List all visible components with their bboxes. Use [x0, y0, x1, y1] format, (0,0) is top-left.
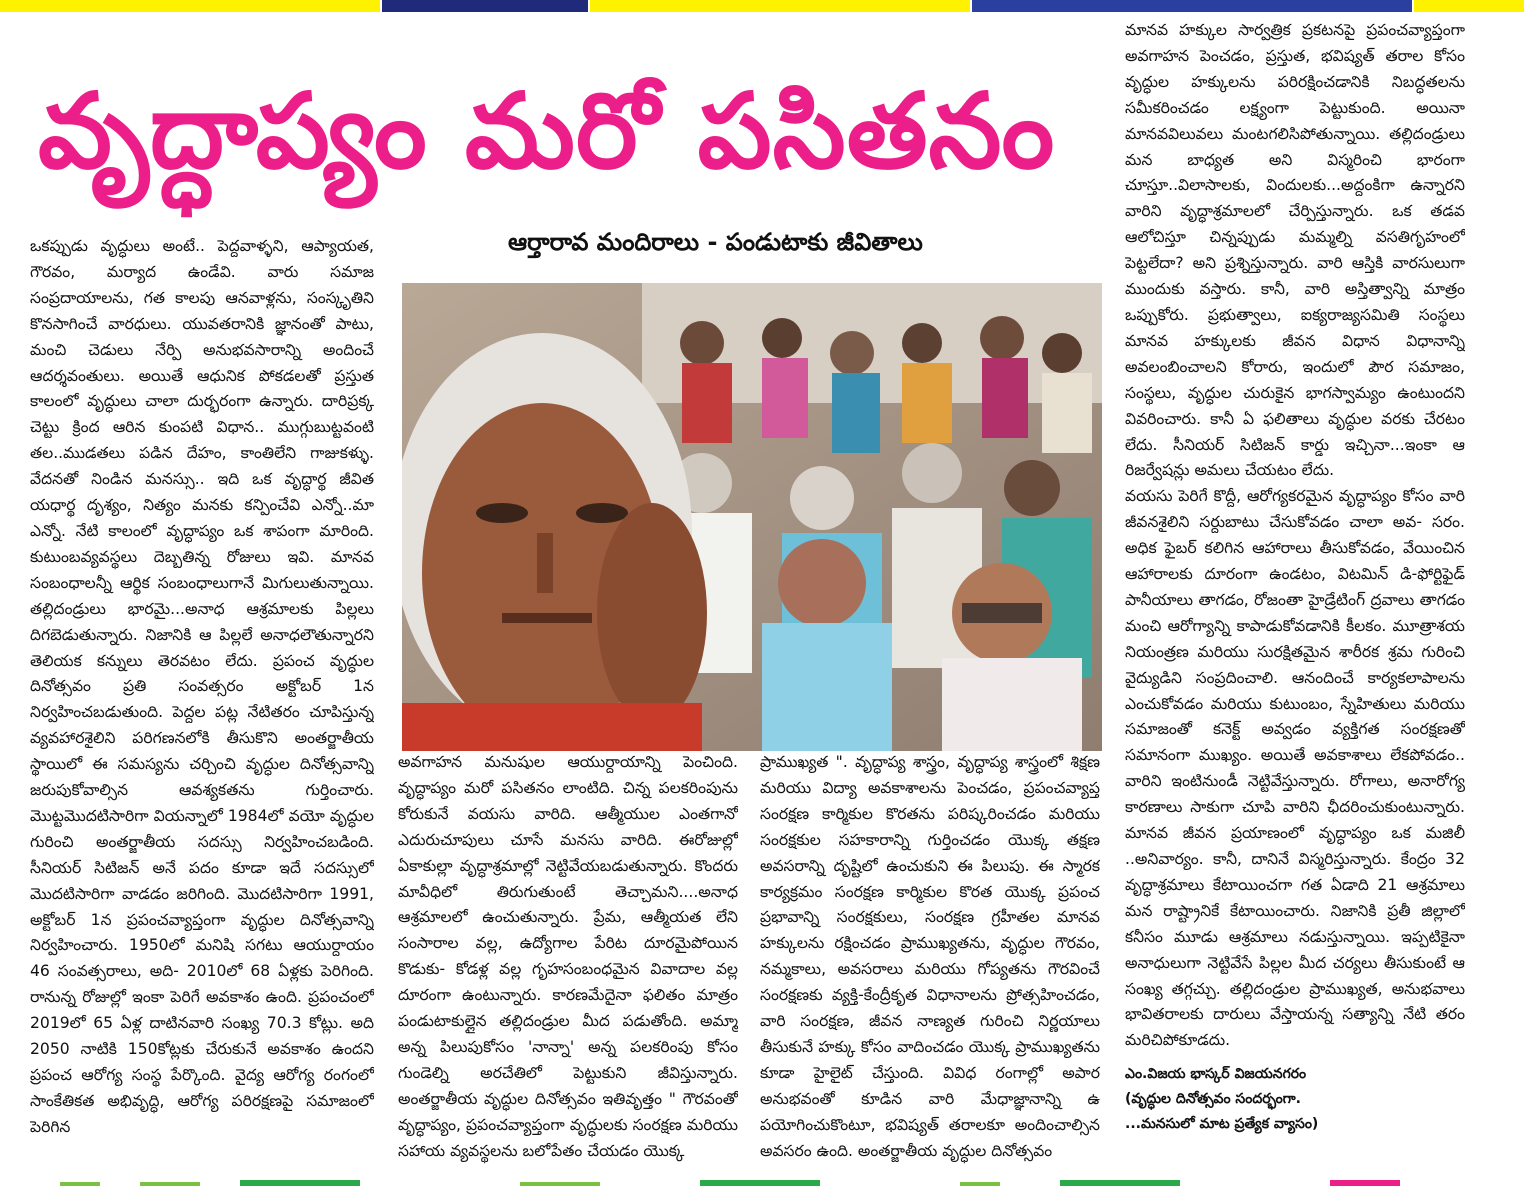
occasion-note: (వృద్ధుల దినోత్సవం సందర్భంగా. [1125, 1091, 1301, 1108]
article-column-1 [30, 234, 374, 1152]
top-bar-navy [382, 0, 588, 12]
article-byline [1125, 1062, 1465, 1137]
bottom-strip-marks [0, 1168, 1524, 1188]
author-name: ఎం.విజయ భాస్కర్ విజయనగరం [1125, 1066, 1307, 1083]
article-column-4 [1125, 18, 1465, 1168]
article-column-3 [760, 750, 1100, 1164]
article-column-2 [398, 750, 738, 1164]
top-bar-yellow-mid [590, 0, 970, 12]
elderly-people-photo [402, 283, 1102, 751]
column-1-text: ఒకప్పుడు వృద్ధులు అంటే.. పెద్దవాళ్ళని, ఆప్యాయత, గౌరవం, మర్యాద ఉండేవి. వారు సమాజ సంప్రదాయాలను, గత కాలపు ఆనవాళ్లను, సంస్కృతిని కొనసాగించే వారధులు. యువతరానికి జ్ఞానంతో పాటు, మంచి చెడులు నేర్పి అనుభవసారాన్ని అందించే ఆదర్శవంతులు. అయితే ఆధునిక పోకడలతో ప్రస్తుత కాలంలో వృద్ధులు చాలా దుర్భరంగా ఉన్నారు. దారిప్రక్క చెట్టు క్రింద ఆరిన కుంపటి విధాన.. ముగ్గుబుట్టవంటి తల..ముడతలు పడిన దేహం, కాంతిలేని గాజుకళ్ళు. వేదనతో నిండిన మనస్సు.. ఇది ఒక వృద్ధార్థ జీవిత యధార్థ దృశ్యం, నిత్యం మనకు కన్పించేవి ఎన్నో..మా ఎన్నో. నేటి కాలంలో వృద్ధాప్యం ఒక శాపంగా మారింది. కుటుంబవ్యవస్థలు దెబ్బతిన్న రోజులు ఇవి. మానవ సంబంధాలన్నీ ఆర్థిక సంబంధాలుగానే మిగులుతున్నాయి. తల్లిదండ్రులు భారమై...అనాధ ఆశ్రమాలకు పిల్లలు దిగబెడుతున్నారు. నిజానికి ఆ పిల్లలే అనాధలౌతున్నారని తెలియక కన్నులు తెరవటం లేదు. ప్రపంచ వృద్ధుల దినోత్సవం ప్రతి సంవత్సరం అక్టోబర్ 1న నిర్వహించబడుతుంది. పెద్దల పట్ల నేటితరం చూపిస్తున్న వ్యవహారశైలిని పరిగణనలోకి తీసుకొని అంతర్జాతీయ స్థాయిలో ఈ సమస్యను చర్చించి వృద్ధుల దినోత్సవాన్ని జరుపుకోవాల్సిన ఆవశ్యకతను గుర్తించారు. మొట్టమొదటిసారిగా వియన్నాలో 1984లో వయో వృద్ధుల గురించి అంతర్జాతీయ సదస్సు నిర్వహించబడింది. సీనియర్ సిటిజన్ అనే పదం కూడా ఇదే సదస్సులో మొదటిసారిగా వాడడం జరిగింది. మొదటిసారిగా 1991, అక్టోబర్ 1న ప్రపంచవ్యాప్తంగా వృద్ధుల దినోత్సవాన్ని నిర్వహించారు. 1950లో మనిషి సగటు ఆయుర్దాయం 46 సంవత్సరాలు, అది- 2010లో 68 ఏళ్లకు పెరిగింది. రానున్న రోజుల్లో ఇంకా పెరిగే అవకాశం ఉంది. ప్రపంచంలో 2019లో 65 ఏళ్ల దాటినవారి సంఖ్య 70.3 కోట్లు. అది 2050 నాటికి 150కోట్లకు చేరుకునే అవకాశం ఉందని ప్రపంచ ఆరోగ్య సంస్థ పేర్కొంది. వైద్య ఆరోగ్య రంగంలో సాంకేతికత అభివృద్ధి, ఆరోగ్య పరిరక్షణపై సమాజంలో పెరిగిన [30, 237, 374, 1136]
photo-illustration [402, 283, 1102, 751]
top-bar-yellow-left [0, 0, 380, 12]
bottom-strip [0, 1168, 1524, 1188]
column-name: ...మనసులో మాట ప్రత్యేక వ్యాసం) [1125, 1116, 1319, 1133]
top-bar-yellow-right [1414, 0, 1524, 12]
column-3-text: ప్రాముఖ్యత ". వృద్ధాప్య శాస్త్రం, వృద్ధాప్య శాస్త్రంలో శిక్షణ మరియు విద్యా అవకాశాలను పెంచడం, ప్రపంచవ్యాప్త సంరక్షణ కార్మికుల కొరతను పరిష్కరించడం మరియు సంరక్షకుల సహకారాన్ని గుర్తించడం యొక్క తక్షణ అవసరాన్ని దృష్టిలో ఉంచుకుని ఈ పిలుపు. ఈ స్మారక కార్యక్రమం సంరక్షణ కార్మికుల కొరత యొక్క ప్రపంచ ప్రభావాన్ని సంరక్షకులు, సంరక్షణ గ్రహీతల మానవ హక్కులను రక్షించడం ప్రాముఖ్యతను, వృద్ధుల గౌరవం, నమ్మకాలు, అవసరాలు మరియు గోప్యతను గౌరవించే సంరక్షణకు వ్యక్తి-కేంద్రీకృత విధానాలను ప్రోత్సహించడం, వారి సంరక్షణ, జీవన నాణ్యత గురించి నిర్ణయాలు తీసుకునే హక్కు కోసం వాదించడం యొక్క ప్రాముఖ్యతను కూడా హైలైట్ చేస్తుంది. వివిధ రంగాల్లో అపార అనుభవంతో కూడిన వారి మేధాజ్ఞానాన్ని ఉ పయోగించుకొంటూ, భవిష్యత్ తరాలకూ అందించాల్సిన అవసరం ఉంది. అంతర్జాతీయ వృద్ధుల దినోత్సవం [760, 753, 1100, 1160]
column-4-paragraph-1: మానవ హక్కుల సార్వత్రిక ప్రకటనపై ప్రపంచవ్యాప్తంగా అవగాహన పెంచడం, ప్రస్తుత, భవిష్యత్ తరాల కోసం వృద్ధుల హక్కులను పరిరక్షించడానికి నిబద్ధతలను సమీకరించడం లక్ష్యంగా పెట్టుకుంది. అయినా మానవవిలువలు మంటగలిసిపోతున్నాయి. తల్లిదండ్రులు మన బాధ్యత అని విస్మరించి భారంగా చూస్తూ..విలాసాలకు, విందులకు...అద్దంకిగా ఉన్నారని వారిని వృద్ధాశ్రమాలలో చేర్పిస్తున్నారు. ఒక తడవ ఆలోచిస్తూ చిన్నప్పుడు మమ్మల్ని వసతిగృహంలో పెట్టలేదా? అని ప్రశ్నిస్తున్నారు. వారి ఆస్తికి వారసులుగా ముందుకు వస్తారు. కానీ, వారి అస్తిత్వాన్ని మాత్రం ఒప్పుకోరు. ప్రభుత్వాలు, ఐక్యరాజ్యసమితి సంస్థలు మానవ హక్కులకు జీవన విధాన విధానాన్ని అవలంబించాలని కోరారు, ఇందులో పౌర సమాజం, సంస్థలు, వృద్ధుల చురుకైన భాగస్వామ్యం ఉంటుందని వివరించారు. కానీ ఏ ఫలితాలు వృద్ధుల వరకు చేరటం లేదు. సీనియర్ సిటిజన్ కార్డు ఇచ్చినా...ఇంకా ఆ రిజర్వేషన్లు అమలు చేయటం లేదు. [1125, 21, 1465, 480]
article-headline: వృద్ధాప్యం మరో పసితనం [38, 70, 1056, 192]
column-2-text: అవగాహన మనుషుల ఆయుర్దాయాన్ని పెంచింది. వృద్ధాప్యం మరో పసితనం లాంటిది. చిన్న పలకరింపును కోరుకునే వయసు వారిది. ఆత్మీయుల ఎంతగానో ఎదురుచూపులు చూసే మనసు వారిది. ఈరోజుల్లో ఏకాకుల్లా వృద్ధాశ్రమాల్లో నెట్టివేయబడుతున్నారు. కొందరు మావీధిలో తిరుగుతుంటే తెచ్చామని....అనాధ ఆశ్రమాలలో ఉంచుతున్నారు. ప్రేమ, ఆత్మీయత లేని సంసారాల వల్ల, ఉద్యోగాల పేరిట దూరమైపోయిన కొడుకు- కోడళ్ల వల్ల గృహసంబంధమైన వివాదాల వల్ల దూరంగా ఉంటున్నారు. కారణమేదైనా ఫలితం మాత్రం పండుటాకుల్లైన తల్లిదండ్రుల మీద పడుతోంది. అమ్మా అన్న పిలుపుకోసం 'నాన్నా' అన్న పలకరింపు కోసం గుండెల్ని అరచేతిలో పెట్టుకుని జీవిస్తున్నారు. అంతర్జాతీయ వృద్ధుల దినోత్సవం ఇతివృత్తం " గౌరవంతో వృద్ధాప్యం, ప్రపంచవ్యాప్తంగా వృద్ధులకు సంరక్షణ మరియు సహాయ వ్యవస్థలను బలోపేతం చేయడం యొక్క [398, 753, 738, 1160]
top-bar-blue [972, 0, 1412, 12]
top-color-bar [0, 0, 1524, 14]
article-subheadline: ఆర్తారావ మందిరాలు - పండుటాకు జీవితాలు [508, 228, 923, 256]
column-4-paragraph-2: వయసు పెరిగే కొద్దీ, ఆరోగ్యకరమైన వృద్ధాప్యం కోసం వారి జీవనశైలిని సర్దుబాటు చేసుకోవడం చాలా అవ- సరం. అధిక ఫైబర్ కలిగిన ఆహారాలు తీసుకోవడం, వేయించిన ఆహారాలకు దూరంగా ఉండటం, విటమిన్ డి-ఫోర్టిఫైడ్ పానీయాలు తాగడం, రోజంతా హైడ్రేటింగ్ ద్రవాలు తాగడం మంచి ఆరోగ్యాన్ని కాపాడుకోవడానికి కీలకం. మూత్రాశయ నియంత్రణ మరియు సురక్షితమైన శారీరక శ్రమ గురించి వైద్యుడిని సంప్రదించాలి. ఆనందించే కార్యకలాపాలను ఎంచుకోవడం మరియు కుటుంబం, స్నేహితులు మరియు సమాజంతో కనెక్ట్ అవ్వడం వ్యక్తిగత సంరక్షణతో సమానంగా ముఖ్యం. అయితే అవకాశాలు లేకపోవడం.. వారిని ఇంటినుండీ నెట్టివేస్తున్నారు. రోగాలు, అనారోగ్య కారణాలు సాకుగా చూపి వారిని ఛీదరించుకుంటున్నారు. మానవ జీవన ప్రయాణంలో వృద్ధాప్యం ఒక మజిలీ ..అనివార్యం. కానీ, దానినే విస్మరిస్తున్నారు. కేంద్రం 32 వృద్ధాశ్రమాలు కేటాయించగా గత ఏడాది 21 ఆశ్రమాలు మన రాష్ట్రానికే కేటాయించారు. నిజానికి ప్రతీ జిల్లాలో కనీసం మూడు ఆశ్రమాలు నడుస్తున్నాయి. ఇప్పటికైనా అనాధులుగా నెట్టివేసే పిల్లల మీద చర్యలు తీసుకుంటే ఆ సంఖ్య తగ్గచ్చు. తల్లిదండ్రుల ప్రాముఖ్యత, అనుభవాలు భావితరాలకు దారులు వేస్తాయన్న సత్యాన్ని నేటి తరం మరిచిపోకూడదు. [1125, 487, 1465, 1050]
